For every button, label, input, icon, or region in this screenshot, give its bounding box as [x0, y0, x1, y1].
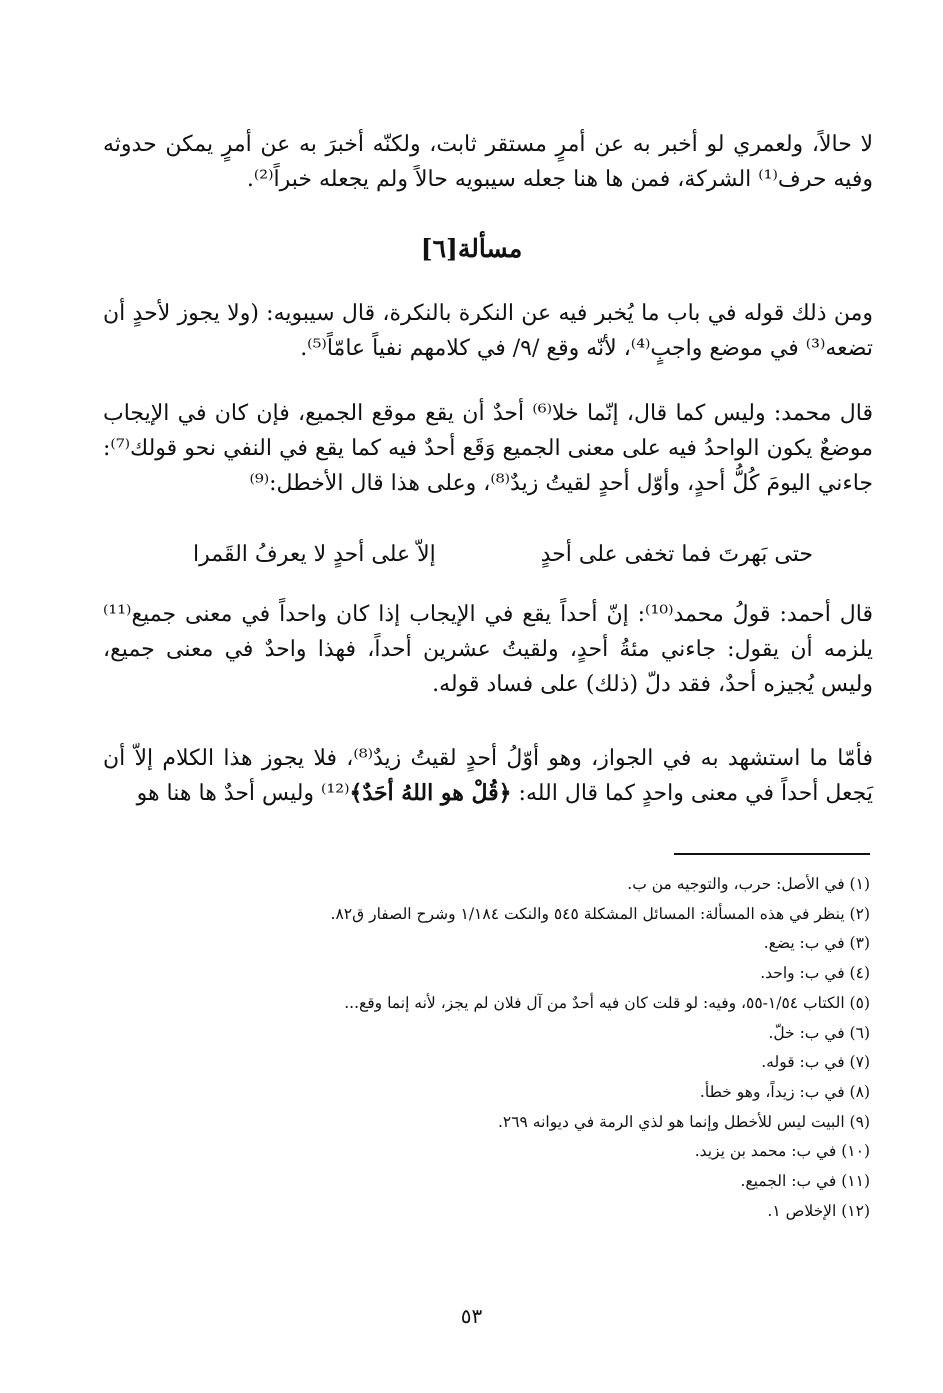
paragraph-muhammad-argument: قال محمد: وليس كما قال، إنّما خلا⁽⁶⁾ أحدٌ أن يقع موقع الجميع، فإن كان في الإيجاب موضعٌ يكون الواحدُ فيه على معنى الجميع وَقَع أحدٌ فيه كما يقع في النفي نحو قولك⁽⁷⁾: جاءني اليومَ كُلُّ أحدٍ، وأوّل أحدٍ لقيتُ زيدٌ⁽⁸⁾، وعلى هذا قال الأخطل:⁽⁹⁾ — [103, 401, 873, 496]
verse-second-hemistich: إلاّ على أحدٍ لا يعرفُ القَمرا — [193, 542, 436, 567]
footnote-item: (١٠) في ب: محمد بن يزيد. — [694, 1142, 870, 1161]
footnote-separator — [674, 853, 870, 855]
footnote-item: (٣) في ب: يضع. — [763, 934, 870, 953]
footnote-item: (٧) في ب: قوله. — [761, 1053, 870, 1072]
verse-first-hemistich: حتى بَهرتَ فما تخفى على أحدٍ — [540, 542, 813, 567]
footnote-item: (١٢) الإخلاص ١. — [767, 1201, 870, 1220]
footnotes-list — [103, 870, 870, 1226]
footnote-item: (٩) البيت ليس للأخطل وإنما هو لذي الرمة في ديوانه ٢٦٩. — [497, 1112, 870, 1131]
paragraph-sibawayh-quote: ومن ذلك قوله في باب ما يُخبر فيه عن النكرة بالنكرة، قال سيبويه: (ولا يجوز لأحدٍ أن تضعه⁽³⁾ في موضع واجبٍ⁽⁴⁾، لأنّه وقع /٩/ في كلامهم نفياً عامّاً⁽⁵⁾. — [103, 301, 873, 361]
paragraph-continuation: لا حالاً، ولعمري لو أخبر به عن أمرٍ مستقر ثابت، ولكنّه أخبرَ به عن أمرٍ يمكن حدوثه وفيه حرف⁽¹⁾ الشركة، فمن ها هنا جعله سيبويه حالاً ولم يجعله خبراً⁽²⁾. — [103, 132, 873, 192]
paragraph-ahmad-response: قال أحمد: قولُ محمد⁽¹⁰⁾: إنّ أحداً يقع في الإيجاب إذا كان واحداً في معنى جميع⁽¹¹⁾ يلزمه أن يقول: جاءني مئةُ أحدٍ، ولقيتُ عشرين أحداً، فهذا واحدٌ في معنى جميع، وليس يُجيزه أحدٌ، فقد دلّ (ذلك) على فساد قوله. — [103, 602, 873, 697]
footnote-item: (٥) الكتاب ١/٥٤-٥٥، وفيه: لو قلت كان فيه أحدٌ من آل فلان لم يجز، لأنه إنما وقع... — [344, 993, 870, 1012]
paragraph-text-before-quote: فأمّا ما استشهد به في الجواز، وهو أوّلُ أحدٍ لقيتُ زيدٌ⁽⁸⁾، فلا يجوز هذا الكلام إلاّ أن يَجعل أحداً في معنى واحدٍ كما قال الله: — [103, 746, 873, 806]
quran-quote: ﴿قُلْ هو اللهُ أحَدٌ﴾ — [349, 780, 512, 806]
footnote-item: (٦) في ب: خلّ. — [768, 1023, 870, 1042]
page-number: ٥٣ — [460, 1304, 483, 1328]
paragraph-text-after-quote: ⁽¹²⁾ وليس أحدٌ ها هنا هو — [136, 781, 350, 806]
footnote-item: (١) في الأصل: حرب، والتوجيه من ب. — [627, 875, 870, 893]
paragraph-quran-citation — [103, 741, 873, 811]
footnote-item: (٤) في ب: واحد. — [760, 964, 870, 983]
footnote-item: (٢) ينظر في هذه المسألة: المسائل المشكلة ٥٤٥ والنكت ١/١٨٤ وشرح الصفار ق٨٢. — [330, 904, 870, 923]
footnote-item: (١١) في ب: الجميع. — [740, 1172, 870, 1191]
footnote-item: (٨) في ب: زيداً، وهو خطأ. — [699, 1082, 870, 1101]
section-heading: مسألة[٦] — [420, 234, 523, 263]
